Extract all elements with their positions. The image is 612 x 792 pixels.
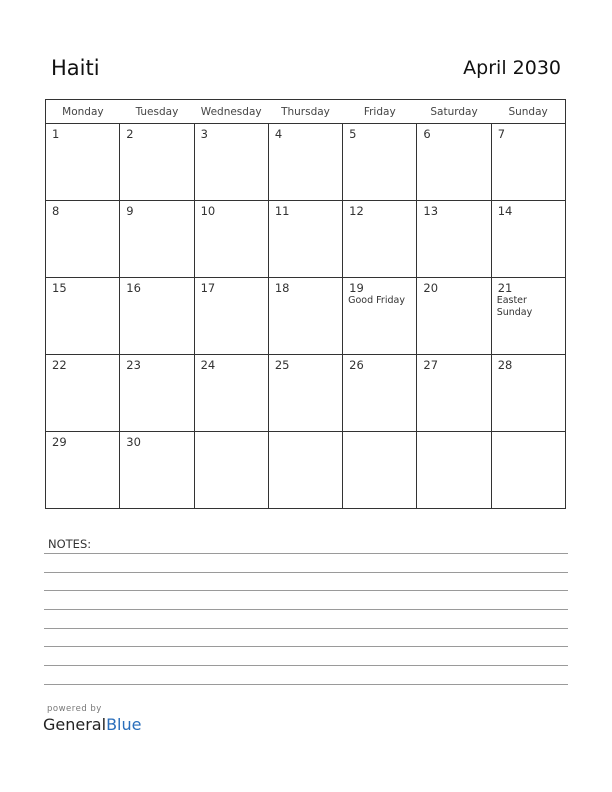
weekday-wednesday: Wednesday — [194, 100, 268, 124]
day-number: 7 — [497, 127, 506, 141]
note-line — [44, 665, 568, 666]
day-cell — [491, 201, 565, 278]
weekday-tuesday: Tuesday — [120, 100, 194, 124]
day-number: 1 — [52, 127, 60, 141]
note-line — [44, 628, 568, 629]
day-number: 13 — [423, 204, 439, 218]
brand-name-part1: General — [43, 715, 107, 734]
day-number: 11 — [274, 204, 290, 218]
day-cell — [268, 124, 342, 201]
day-cell — [417, 432, 491, 509]
day-number: 12 — [349, 204, 364, 218]
day-number: 17 — [200, 281, 216, 295]
week-row — [46, 201, 566, 278]
weekday-friday: Friday — [343, 100, 417, 124]
day-number: 10 — [200, 204, 216, 218]
day-cell — [194, 278, 268, 355]
day-number: 20 — [423, 281, 439, 295]
day-number: 5 — [349, 127, 357, 141]
day-number: 3 — [200, 127, 208, 141]
note-line — [44, 684, 568, 685]
weekday-thursday: Thursday — [268, 100, 342, 124]
day-number: 15 — [52, 281, 67, 295]
day-cell — [194, 355, 268, 432]
day-cell — [194, 124, 268, 201]
day-number: 27 — [423, 358, 439, 372]
day-cell — [120, 432, 194, 509]
day-number: 29 — [52, 435, 67, 449]
day-cell — [120, 278, 194, 355]
notes-label: NOTES: — [48, 537, 92, 551]
day-cell — [343, 432, 417, 509]
week-row — [46, 432, 566, 509]
day-cell — [417, 124, 491, 201]
day-cell — [46, 432, 120, 509]
brand-logo — [43, 704, 141, 734]
day-cell — [46, 278, 120, 355]
month-title: April 2030 — [463, 57, 561, 79]
powered-by-text: powered by — [47, 704, 102, 714]
week-row — [46, 355, 566, 432]
day-number: 4 — [274, 127, 283, 141]
day-number: 25 — [274, 358, 290, 372]
holiday-label: Good Friday — [348, 295, 405, 306]
weekday-header-row — [46, 100, 566, 124]
day-cell — [268, 278, 342, 355]
note-line — [44, 572, 568, 573]
day-number: 22 — [52, 358, 67, 372]
brand-name-part2: Blue — [106, 715, 142, 734]
country-title: Haiti — [51, 56, 100, 80]
calendar-grid — [45, 99, 566, 509]
day-number: 30 — [126, 435, 141, 449]
day-number: 28 — [497, 358, 513, 372]
day-cell — [417, 201, 491, 278]
day-cell — [491, 124, 565, 201]
day-cell — [120, 355, 194, 432]
day-cell — [268, 355, 342, 432]
day-number: 18 — [274, 281, 290, 295]
weekday-sunday: Sunday — [491, 100, 565, 124]
day-cell — [120, 201, 194, 278]
holiday-label: Easter Sunday — [496, 295, 533, 318]
brand-name — [43, 715, 141, 734]
day-cell — [194, 201, 268, 278]
day-cell — [343, 124, 417, 201]
day-number: 16 — [126, 281, 141, 295]
day-cell — [120, 124, 194, 201]
day-number: 26 — [349, 358, 364, 372]
day-cell — [194, 432, 268, 509]
day-cell — [417, 355, 491, 432]
day-cell — [343, 278, 417, 355]
day-cell — [491, 432, 565, 509]
day-number: 19 — [349, 281, 364, 295]
day-cell — [46, 124, 120, 201]
day-number: 2 — [126, 127, 134, 141]
day-number: 23 — [126, 358, 141, 372]
day-number: 9 — [126, 204, 134, 218]
weekday-saturday: Saturday — [417, 100, 491, 124]
note-line — [44, 590, 568, 591]
note-line — [44, 646, 568, 647]
day-number: 21 — [497, 281, 513, 295]
note-line — [44, 609, 568, 610]
day-cell — [46, 355, 120, 432]
day-number: 8 — [52, 204, 60, 218]
note-line — [44, 553, 568, 554]
day-cell — [343, 201, 417, 278]
day-number: 14 — [497, 204, 513, 218]
day-number: 24 — [200, 358, 216, 372]
day-cell — [491, 278, 565, 355]
day-cell — [268, 201, 342, 278]
day-cell — [343, 355, 417, 432]
weekday-monday: Monday — [46, 100, 120, 124]
day-cell — [491, 355, 565, 432]
day-cell — [417, 278, 491, 355]
day-cell — [46, 201, 120, 278]
day-number: 6 — [423, 127, 431, 141]
week-row — [46, 124, 566, 201]
week-row — [46, 278, 566, 355]
day-cell — [268, 432, 342, 509]
